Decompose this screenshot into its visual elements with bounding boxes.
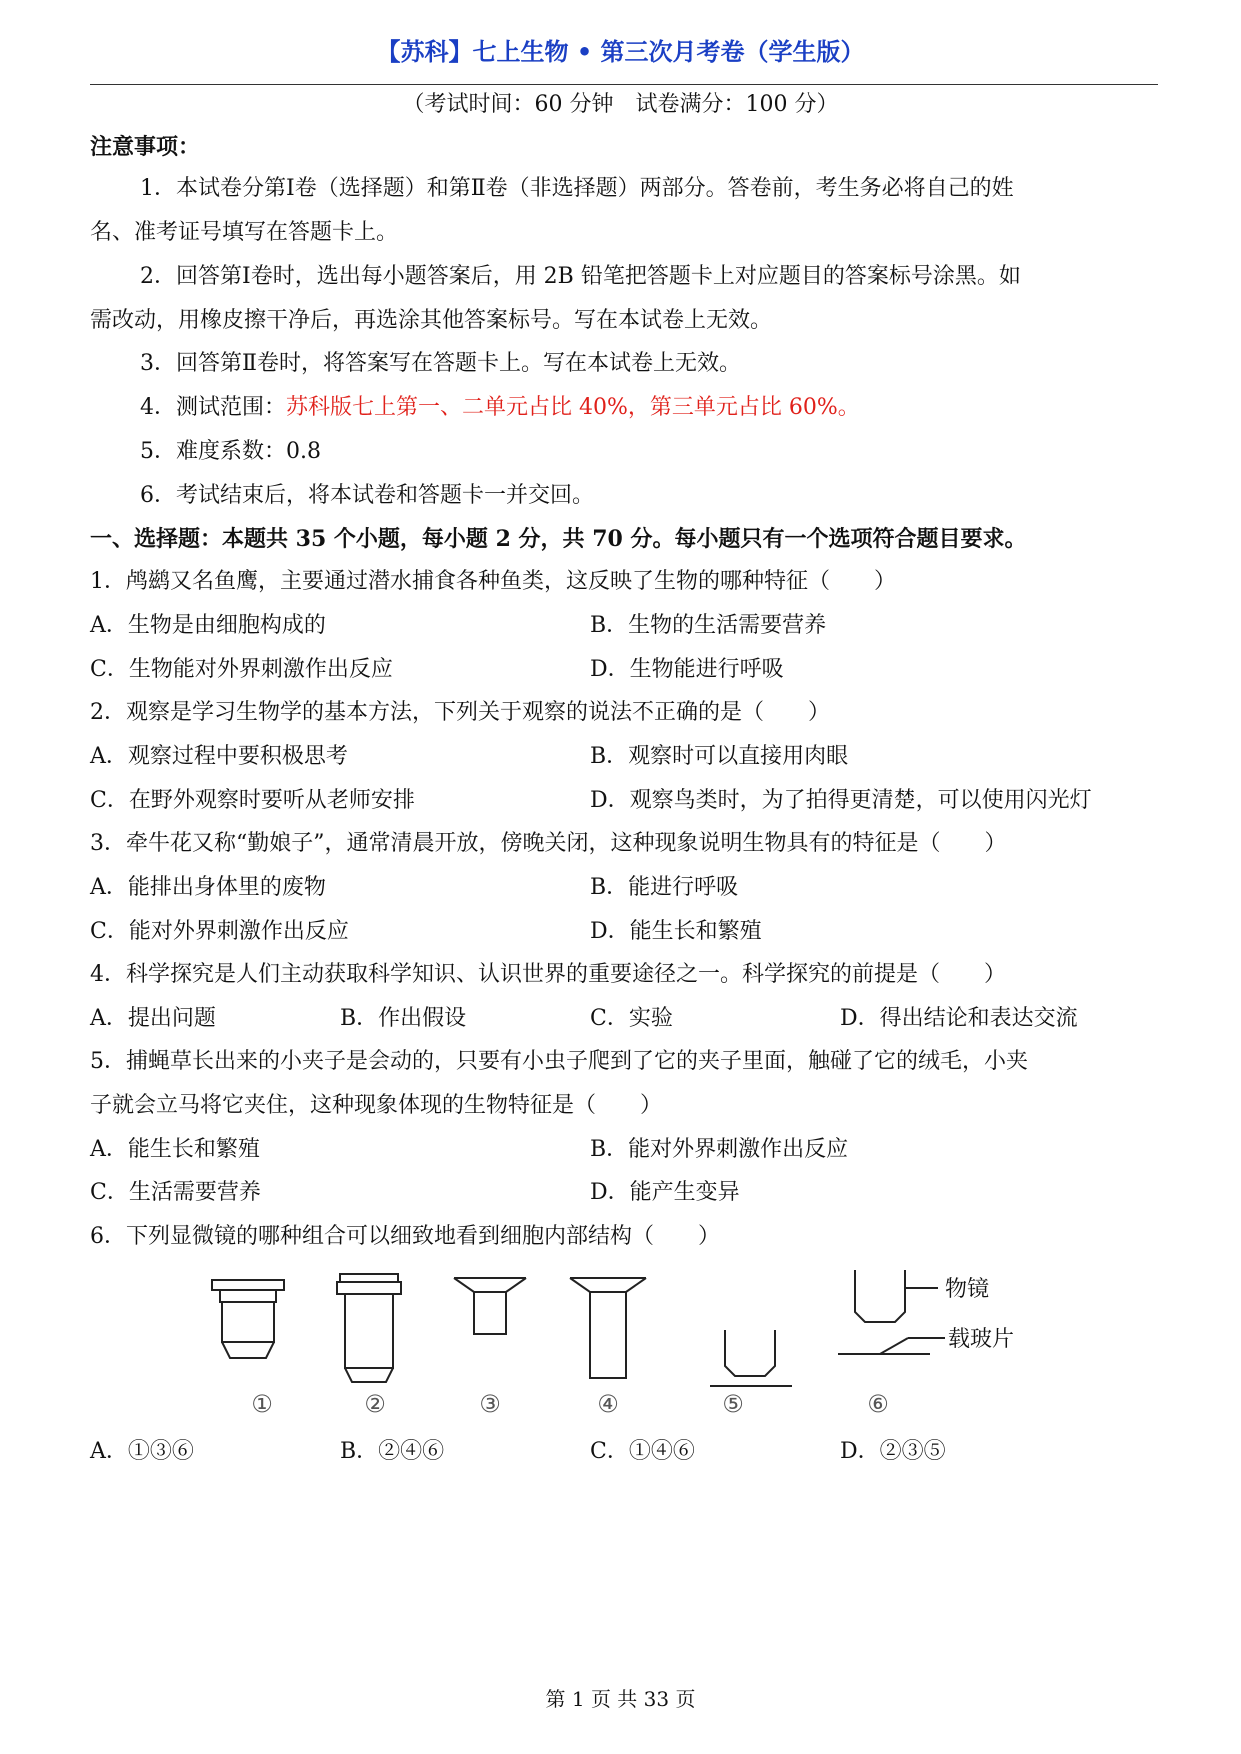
notice-item-1-cont: 名、准考证号填写在答题卡上。 [90, 220, 399, 245]
question-6-stem: 6．下列显微镜的哪种组合可以细致地看到细胞内部结构（ ） [90, 1224, 720, 1249]
question-6-option-d[interactable]: D．②③⑤ [840, 1439, 946, 1464]
page-footer: 第 1 页 共 33 页 [545, 1687, 696, 1711]
eyepiece-3-icon [454, 1278, 526, 1334]
figure-number-1: ① [251, 1390, 273, 1418]
question-1-stem: 1．鸬鹚又名鱼鹰，主要通过潜水捕食各种鱼类，这反映了生物的哪种特征（ ） [90, 569, 896, 594]
notice-item-5: 5．难度系数：0.8 [140, 439, 321, 464]
notice-item-2-cont: 需改动，用橡皮擦干净后，再选涂其他答案标号。写在本试卷上无效。 [90, 308, 773, 333]
question-3-option-d[interactable]: D．能生长和繁殖 [590, 919, 762, 944]
objective-slide-6-icon [838, 1270, 945, 1354]
question-5-stem-cont: 子就会立马将它夹住，这种现象体现的生物特征是（ ） [90, 1093, 663, 1118]
question-6-option-b[interactable]: B．②④⑥ [340, 1439, 445, 1464]
question-3-option-b[interactable]: B．能进行呼吸 [590, 875, 739, 900]
question-2-option-c[interactable]: C．在野外观察时要听从老师安排 [90, 788, 415, 813]
notice-item-1: 1．本试卷分第Ⅰ卷（选择题）和第Ⅱ卷（非选择题）两部分。答卷前，考生务必将自己的姓 [140, 176, 1014, 201]
question-4-option-a[interactable]: A．提出问题 [90, 1006, 216, 1031]
figure-number-3: ③ [479, 1390, 501, 1418]
question-4-option-d[interactable]: D．得出结论和表达交流 [840, 1006, 1078, 1031]
notice-item-4-scope: 苏科版七上第一、二单元占比 40%，第三单元占比 60%。 [286, 395, 860, 420]
question-4-option-b[interactable]: B．作出假设 [340, 1006, 467, 1031]
question-6-option-a[interactable]: A．①③⑥ [90, 1439, 194, 1464]
exam-info: （考试时间：60 分钟 试卷满分：100 分） [402, 92, 839, 117]
question-3-option-c[interactable]: C．能对外界刺激作出反应 [90, 919, 349, 944]
question-5-option-b[interactable]: B．能对外界刺激作出反应 [590, 1137, 849, 1162]
question-2-option-d[interactable]: D．观察鸟类时，为了拍得更清楚，可以使用闪光灯 [590, 788, 1092, 813]
objective-lens-2-icon [337, 1274, 401, 1382]
notice-item-2: 2．回答第Ⅰ卷时，选出每小题答案后，用 2B 铅笔把答题卡上对应题目的答案标号涂黑。如 [140, 264, 1021, 289]
notice-item-6: 6．考试结束后，将本试卷和答题卡一并交回。 [140, 483, 594, 508]
question-1-option-b[interactable]: B．生物的生活需要营养 [590, 613, 827, 638]
question-3-stem: 3．牵牛花又称“勤娘子”，通常清晨开放，傍晚关闭，这种现象说明生物具有的特征是（ ） [90, 831, 1007, 856]
header-divider [90, 84, 1158, 85]
question-1-option-c[interactable]: C．生物能对外界刺激作出反应 [90, 657, 393, 682]
section-heading: 一、选择题：本题共 35 个小题，每小题 2 分，共 70 分。每小题只有一个选项符合题目要求。 [90, 526, 1027, 552]
question-5-option-a[interactable]: A．能生长和繁殖 [90, 1137, 260, 1162]
question-4-option-c[interactable]: C．实验 [590, 1006, 673, 1031]
notice-heading: 注意事项： [90, 134, 201, 160]
figure-number-5: ⑤ [722, 1390, 744, 1418]
question-1-option-a[interactable]: A．生物是由细胞构成的 [90, 613, 326, 638]
question-5-option-d[interactable]: D．能产生变异 [590, 1180, 740, 1205]
notice-item-3: 3．回答第Ⅱ卷时，将答案写在答题卡上。写在本试卷上无效。 [140, 351, 741, 376]
eyepiece-4-icon [570, 1278, 646, 1378]
page-header-title: 【苏科】七上生物 • 第三次月考卷（学生版） [376, 38, 865, 66]
figure-number-4: ④ [597, 1390, 619, 1418]
notice-item-4 [140, 393, 860, 423]
question-5-option-c[interactable]: C．生活需要营养 [90, 1180, 261, 1205]
question-2-option-b[interactable]: B．观察时可以直接用肉眼 [590, 744, 849, 769]
question-4-stem: 4．科学探究是人们主动获取科学知识、认识世界的重要途径之一。科学探究的前提是（ ） [90, 962, 1007, 987]
microscope-figure [0, 1270, 1241, 1590]
objective-lens-1-icon [212, 1280, 284, 1358]
question-3-option-a[interactable]: A．能排出身体里的废物 [90, 875, 326, 900]
label-slide: 载玻片 [948, 1327, 1015, 1352]
figure-number-2: ② [364, 1390, 386, 1418]
question-2-stem: 2．观察是学习生物学的基本方法，下列关于观察的说法不正确的是（ ） [90, 700, 830, 725]
label-objective: 物镜 [945, 1277, 990, 1302]
question-1-option-d[interactable]: D．生物能进行呼吸 [590, 657, 784, 682]
objective-slide-5-icon [710, 1330, 792, 1386]
question-6-option-c[interactable]: C．①④⑥ [590, 1439, 695, 1464]
question-2-option-a[interactable]: A．观察过程中要积极思考 [90, 744, 348, 769]
figure-number-6: ⑥ [867, 1390, 889, 1418]
notice-item-4-label: 4．测试范围： [140, 395, 286, 420]
question-5-stem: 5．捕蝇草长出来的小夹子是会动的，只要有小虫子爬到了它的夹子里面，触碰了它的绒毛，小夹 [90, 1049, 1029, 1074]
